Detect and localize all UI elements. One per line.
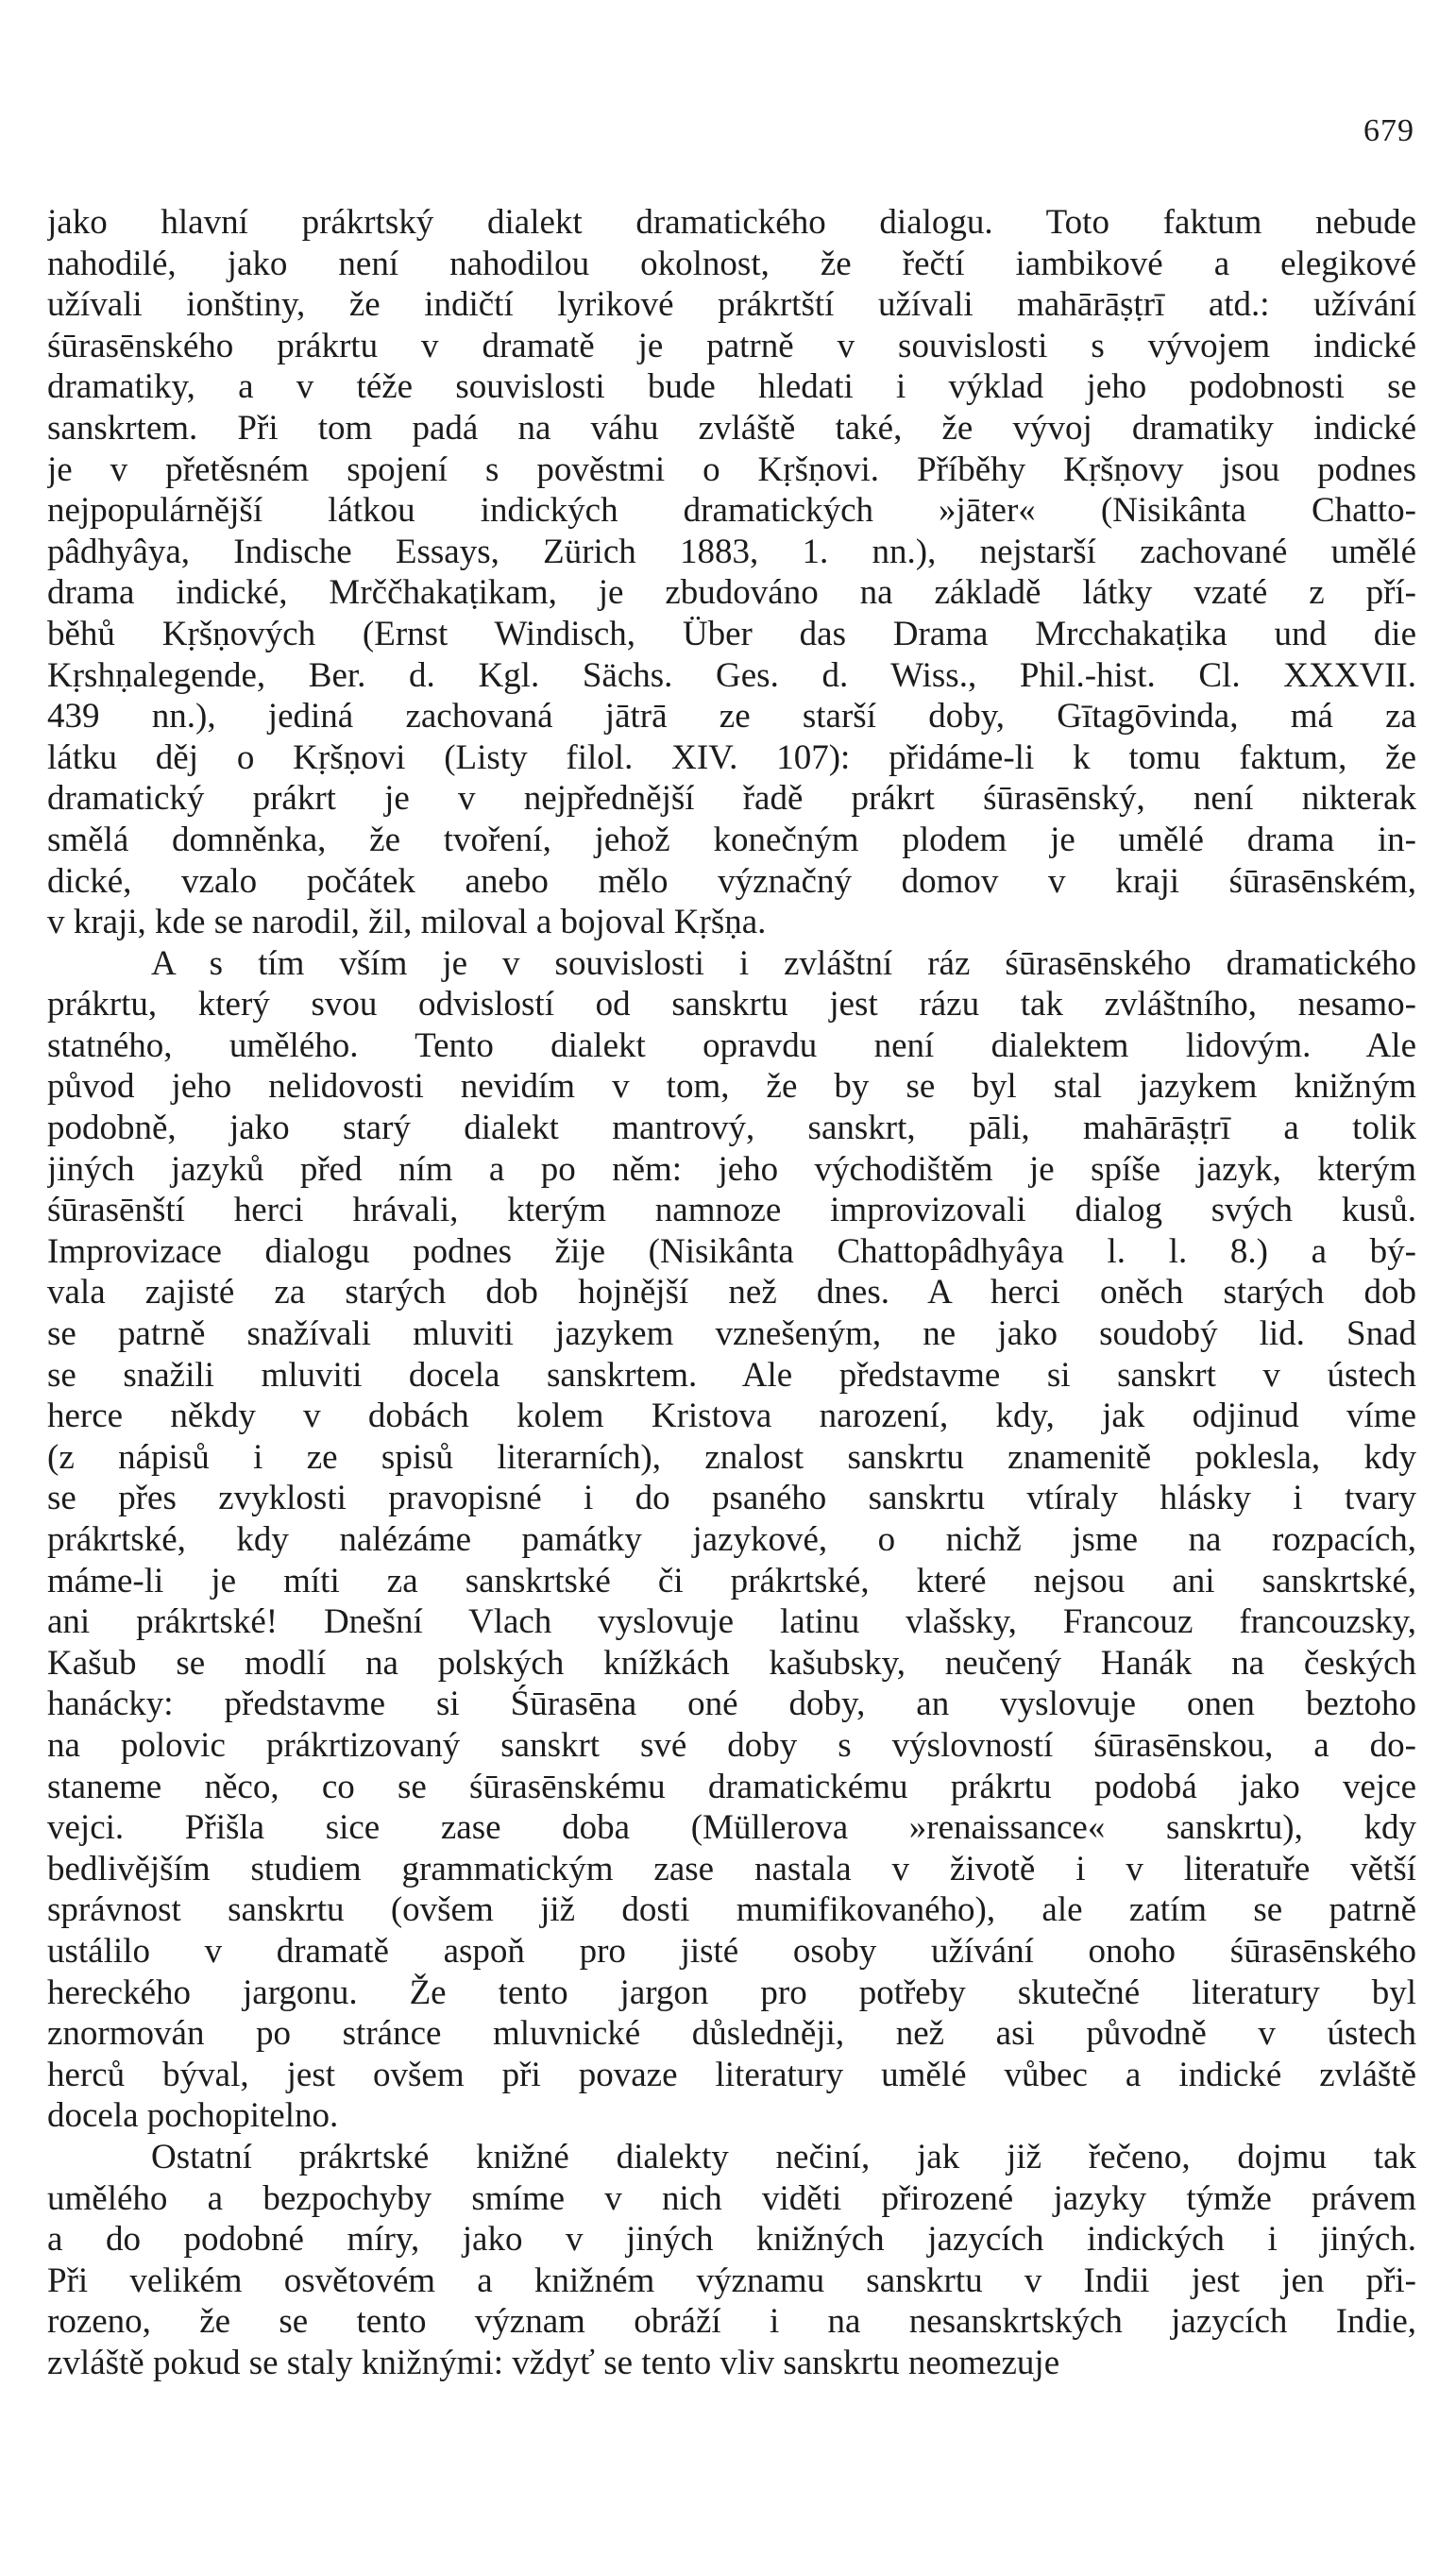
text-line: 439 nn.), jediná zachovaná jātrā ze starší doby, Gītagōvinda, má za — [47, 697, 1416, 737]
text-line: látku děj o Kṛšṇovi (Listy filol. XIV. 107): přidáme-li k tomu faktum, že — [47, 737, 1416, 777]
text-line: původ jeho nelidovosti nevidím v tom, že by se byl stal jazykem knižným — [47, 1067, 1416, 1107]
body-text — [47, 202, 1416, 2383]
text-line: Kašub se modlí na polských knížkách kašubsky, neučený Hanák na českých — [47, 1643, 1416, 1683]
text-line: se přes zvyklosti pravopisné i do psaného sanskrtu vtíraly hlásky i tvary — [47, 1479, 1416, 1518]
text-line: sanskrtem. Při tom padá na váhu zvláště také, že vývoj dramatiky indické — [47, 408, 1416, 448]
text-line: Kṛshṇalegende, Ber. d. Kgl. Sächs. Ges. d. Wiss., Phil.-hist. Cl. XXXVII. — [47, 655, 1416, 695]
text-line: máme-li je míti za sanskrtské či prákrtské, které nejsou ani sanskrtské, — [47, 1561, 1416, 1600]
paragraph — [47, 2137, 1416, 2384]
text-line: užívali ionštiny, že indičtí lyrikové prákrtští užívali mahārāṣṭrī atd.: užívání — [47, 285, 1416, 325]
paragraph — [47, 202, 1416, 943]
text-line: ani prákrtské! Dnešní Vlach vyslovuje latinu vlašsky, Francouz francouzsky, — [47, 1602, 1416, 1642]
text-line: dramatiky, a v téže souvislosti bude hledati i výklad jeho podobnosti se — [47, 367, 1416, 407]
text-line: prákrtské, kdy nalézáme památky jazykové, o nichž jsme na rozpacích, — [47, 1520, 1416, 1559]
text-line: správnost sanskrtu (ovšem již dosti mumifikovaného), ale zatím se patrně — [47, 1890, 1416, 1930]
text-line: hereckého jargonu. Že tento jargon pro potřeby skutečné literatury byl — [47, 1973, 1416, 2012]
text-line: a do podobné míry, jako v jiných knižných jazycích indických i jiných. — [47, 2220, 1416, 2260]
text-line: prákrtu, který svou odvislostí od sanskrtu jest rázu tak zvláštního, nesamo- — [47, 985, 1416, 1025]
text-line: nejpopulárnější látkou indických dramatických »jāter« (Nisikânta Chatto- — [47, 491, 1416, 531]
text-line: Ostatní prákrtské knižné dialekty nečiní, jak již řečeno, dojmu tak — [151, 2137, 1416, 2176]
text-line: dické, vzalo počátek anebo mělo význačný domov v kraji śūrasēnském, — [47, 861, 1416, 901]
text-line: nahodilé, jako není nahodilou okolnost, že řečtí iambikové a elegikové — [47, 244, 1416, 283]
text-line: śūrasēnští herci hrávali, kterým namnoze improvizovali dialog svých kusů. — [47, 1191, 1416, 1230]
text-line: Improvizace dialogu podnes žije (Nisikânta Chattopâdhyâya l. l. 8.) a bý- — [47, 1231, 1416, 1271]
text-line: jiných jazyků před ním a po něm: jeho východištěm je spíše jazyk, kterým — [47, 1149, 1416, 1189]
text-line: hanácky: představme si Śūrasēna oné doby, an vyslovuje onen beztoho — [47, 1685, 1416, 1724]
text-line: rozeno, že se tento význam obráží i na nesanskrtských jazycích Indie, — [47, 2302, 1416, 2342]
text-line: umělého a bezpochyby smíme v nich viděti přirozené jazyky týmže právem — [47, 2178, 1416, 2218]
text-line: znormován po stránce mluvnické důsledněji, než asi původně v ústech — [47, 2014, 1416, 2054]
text-line: herce někdy v dobách kolem Kristova narození, kdy, jak odjinud víme — [47, 1397, 1416, 1436]
paragraph — [47, 943, 1416, 2137]
text-line: ustálilo v dramatě aspoň pro jisté osoby užívání onoho śūrasēnského — [47, 1931, 1416, 1971]
text-line: v kraji, kde se narodil, žil, miloval a bojoval Kṛšṇa. — [47, 903, 767, 942]
text-line: dramatický prákrt je v nejpřednější řadě prákrt śūrasēnský, není nikterak — [47, 779, 1416, 819]
text-line: staneme něco, co se śūrasēnskému dramatickému prákrtu podobá jako vejce — [47, 1767, 1416, 1806]
page-number: 679 — [1363, 113, 1414, 148]
text-line: jako hlavní prákrtský dialekt dramatického dialogu. Toto faktum nebude — [47, 203, 1416, 242]
text-line: śūrasēnského prákrtu v dramatě je patrně v souvislosti s vývojem indické — [47, 326, 1416, 365]
text-line: (z nápisů i ze spisů literarních), znalost sanskrtu znamenitě poklesla, kdy — [47, 1437, 1416, 1477]
text-line: podobně, jako starý dialekt mantrový, sanskrt, pāli, mahārāṣṭrī a tolik — [47, 1109, 1416, 1148]
text-line: se snažili mluviti docela sanskrtem. Ale představme si sanskrt v ústech — [47, 1355, 1416, 1395]
text-line: bedlivějším studiem grammatickým zase nastala v životě i v literatuře větší — [47, 1849, 1416, 1888]
text-line: pâdhyâya, Indische Essays, Zürich 1883, 1. nn.), nejstarší zachované umělé — [47, 532, 1416, 571]
text-line: je v přetěsném spojení s pověstmi o Kṛšṇovi. Příběhy Kṛšṇovy jsou podnes — [47, 449, 1416, 489]
text-line: vala zajisté za starých dob hojnější než dnes. A herci oněch starých dob — [47, 1273, 1416, 1312]
text-line: Při velikém osvětovém a knižném významu sanskrtu v Indii jest jen při- — [47, 2261, 1416, 2300]
text-line: zvláště pokud se staly knižnými: vždyť se tento vliv sanskrtu neomezuje — [47, 2343, 1060, 2382]
text-line: běhů Kṛšṇových (Ernst Windisch, Über das Drama Mrcchakaṭika und die — [47, 614, 1416, 653]
text-line: na polovic prákrtizovaný sanskrt své doby s výslovností śūrasēnskou, a do- — [47, 1725, 1416, 1765]
text-line: drama indické, Mrččhakaṭikam, je zbudováno na základě látky vzaté z pří- — [47, 573, 1416, 613]
text-line: herců býval, jest ovšem při povaze literatury umělé vůbec a indické zvláště — [47, 2055, 1416, 2094]
text-line: se patrně snažívali mluviti jazykem vznešeným, ne jako soudobý lid. Snad — [47, 1314, 1416, 1354]
text-line: statného, umělého. Tento dialekt opravdu není dialektem lidovým. Ale — [47, 1025, 1416, 1065]
text-line: smělá domněnka, že tvoření, jehož konečným plodem je umělé drama in- — [47, 820, 1416, 859]
text-line: vejci. Přišla sice zase doba (Müllerova »renaissance« sanskrtu), kdy — [47, 1808, 1416, 1848]
text-line: A s tím vším je v souvislosti i zvláštní ráz śūrasēnského dramatického — [151, 943, 1416, 983]
text-line: docela pochopitelno. — [47, 2096, 339, 2136]
